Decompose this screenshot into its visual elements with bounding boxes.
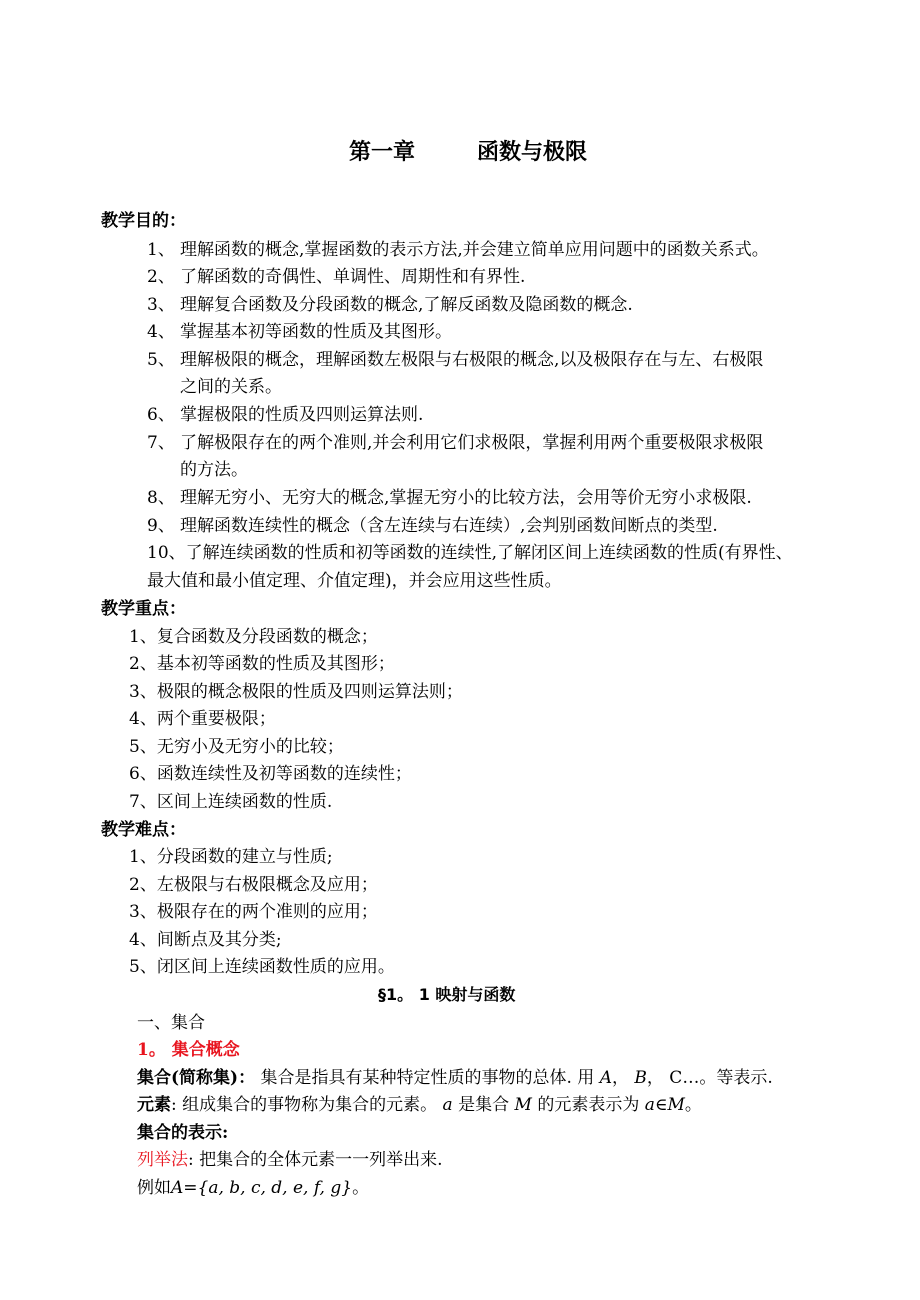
difficulty-item: 2、左极限与右极限概念及应用； — [129, 875, 378, 895]
objectives-heading: 教学目的： — [101, 211, 186, 231]
enumeration-label: 列举法 — [137, 1150, 188, 1170]
objective-item-1: 1、 理解函数的概念,掌握函数的表示方法,并会建立简单应用问题中的函数关系式。 — [147, 240, 769, 260]
chapter-number: 第一章 — [349, 140, 416, 165]
key-point-item: 2、基本初等函数的性质及其图形； — [129, 654, 395, 674]
objective-item-6: 6、 掌握极限的性质及四则运算法则. — [147, 405, 424, 425]
key-point-item: 1、复合函数及分段函数的概念； — [129, 627, 378, 647]
representation-heading: 集合的表示: — [137, 1123, 229, 1143]
element-definition: 元素: 组成集合的事物称为集合的元素。 a 是集合 M 的元素表示为 a∈M。 — [137, 1095, 702, 1115]
chapter-name: 函数与极限 — [477, 140, 588, 165]
key-point-item: 3、极限的概念极限的性质及四则运算法则； — [129, 682, 463, 702]
objective-item-10: 10、了解连续函数的性质和初等函数的连续性,了解闭区间上连续函数的性质(有界性、 — [147, 543, 793, 563]
objective-item-3: 3、 理解复合函数及分段函数的概念,了解反函数及隐函数的概念. — [147, 295, 633, 315]
difficulty-item: 4、间断点及其分类; — [129, 930, 282, 950]
objective-item-5: 5、 理解极限的概念，理解函数左极限与右极限的概念,以及极限存在与左、右极限 — [147, 350, 764, 370]
set-definition: 集合(简称集)： 集合是指具有某种特定性质的事物的总体. 用 A， B， C…。等表示. — [137, 1068, 773, 1088]
key-point-item: 5、无穷小及无穷小的比较； — [129, 737, 344, 757]
subsection-heading: 1。 集合概念 — [137, 1040, 240, 1060]
chapter-title — [349, 142, 587, 164]
enumeration-method: 列举法: 把集合的全体元素一一列举出来. — [137, 1150, 443, 1170]
set-definition-label: 集合(简称集)： — [137, 1068, 256, 1088]
objective-item-2: 2、 了解函数的奇偶性、单调性、周期性和有界性. — [147, 267, 526, 287]
objective-item-9: 9、 理解函数连续性的概念（含左连续与右连续）,会判别函数间断点的类型. — [147, 516, 718, 536]
difficulty-item: 3、极限存在的两个准则的应用； — [129, 902, 378, 922]
example-expression: A={a, b, c, d, e, f, g} — [171, 1178, 353, 1198]
difficulty-item: 5、闭区间上连续函数性质的应用。 — [129, 957, 395, 977]
example-line: 例如A={a, b, c, d, e, f, g}。 — [137, 1178, 370, 1198]
objective-item-4: 4、 掌握基本初等函数的性质及其图形。 — [147, 322, 452, 342]
difficulties-heading: 教学难点： — [101, 820, 186, 840]
objective-item-7: 7、 了解极限存在的两个准则,并会利用它们求极限，掌握利用两个重要极限求极限 — [147, 433, 764, 453]
section-title: §1。 1 映射与函数 — [378, 985, 516, 1004]
objective-item-7-cont: 的方法。 — [180, 460, 248, 480]
key-point-item: 6、函数连续性及初等函数的连续性； — [129, 764, 412, 784]
key-points-heading: 教学重点： — [101, 599, 186, 619]
objective-item-8: 8、 理解无穷小、无穷大的概念,掌握无穷小的比较方法，会用等价无穷小求极限. — [147, 488, 752, 508]
difficulty-item: 1、分段函数的建立与性质; — [129, 847, 333, 867]
part-heading: 一、集合 — [137, 1013, 205, 1033]
objective-item-5-cont: 之间的关系。 — [180, 377, 282, 397]
element-definition-label: 元素 — [137, 1095, 171, 1115]
objective-item-10-cont: 最大值和最小值定理、介值定理)，并会应用这些性质。 — [147, 571, 562, 591]
key-point-item: 7、区间上连续函数的性质. — [129, 792, 333, 812]
key-point-item: 4、两个重要极限； — [129, 709, 276, 729]
